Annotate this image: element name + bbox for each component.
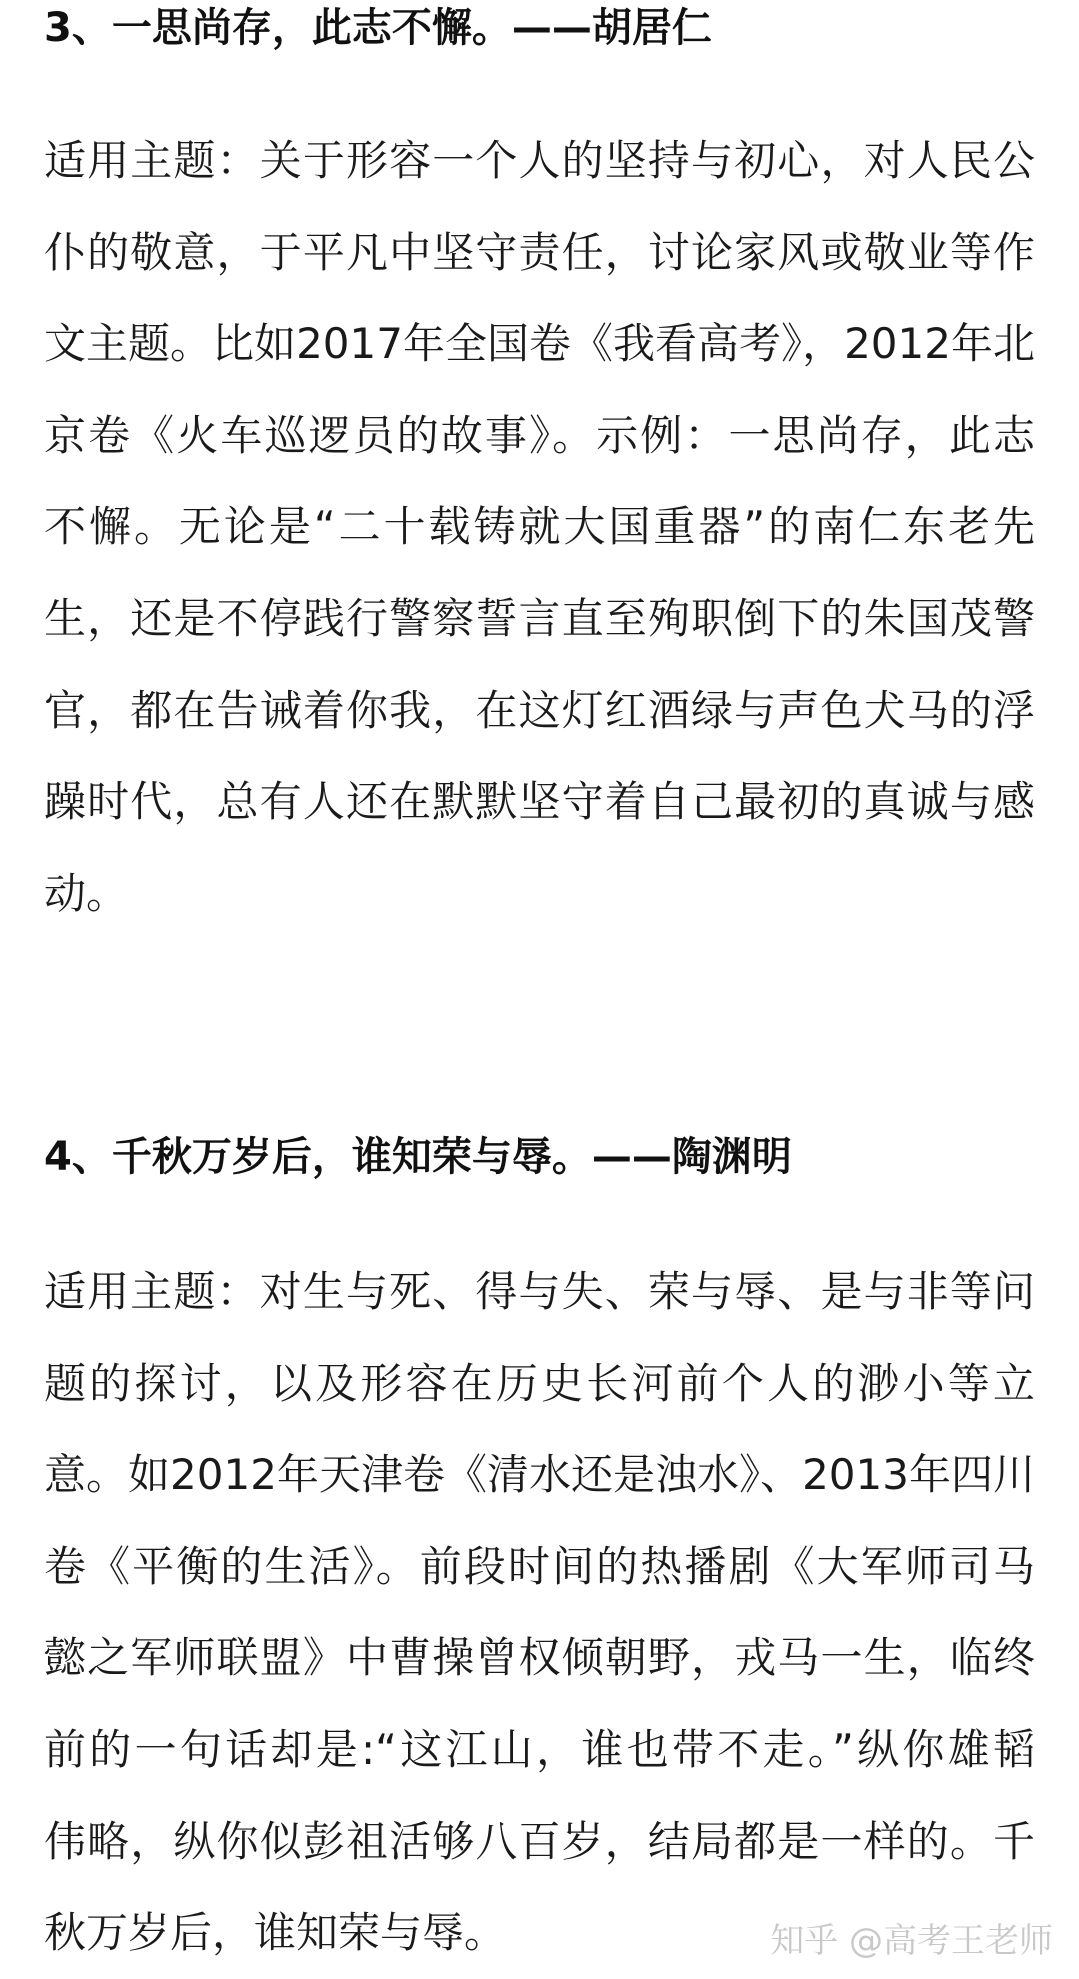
body-line: 意。如2012年天津卷《清水还是浊水》、2013年四川 (44, 1450, 1035, 1500)
section-3-title: 3、一思尚存，此志不懈。——胡居仁 (44, 5, 712, 51)
body-line: 不懈。无论是“二十载铸就大国重器”的南仁东老先 (44, 502, 1035, 552)
body-line: 懿之军师联盟》中曹操曾权倾朝野，戎马一生，临终 (44, 1633, 1035, 1683)
body-line: 动。 (44, 868, 129, 918)
zhihu-watermark: 知乎 @高考王老师 (770, 1921, 1053, 1961)
body-line: 官，都在告诫着你我，在这灯红酒绿与声色犬马的浮 (44, 685, 1035, 735)
body-line: 题的探讨，以及形容在历史长河前个人的渺小等立 (44, 1358, 1035, 1408)
section-3-body (44, 115, 1035, 939)
body-line: 文主题。比如2017年全国卷《我看高考》，2012年北 (44, 319, 1035, 369)
body-line: 京卷《火车巡逻员的故事》。示例：一思尚存，此志 (44, 410, 1035, 460)
body-line: 适用主题：对生与死、得与失、荣与辱、是与非等问 (44, 1267, 1035, 1316)
body-line: 适用主题：关于形容一个人的坚持与初心，对人民公 (44, 136, 1035, 185)
body-line: 前的一句话却是:“这江山，谁也带不走。”纵你雄韬 (44, 1724, 1035, 1774)
body-line: 伟略，纵你似彭祖活够八百岁，结局都是一样的。千 (44, 1816, 1035, 1866)
section-4-title: 4、千秋万岁后，谁知荣与辱。——陶渊明 (44, 1134, 792, 1180)
section-4-body (44, 1246, 1035, 1979)
body-line: 生，还是不停践行警察誓言直至殉职倒下的朱国茂警 (44, 593, 1035, 643)
body-line: 仆的敬意，于平凡中坚守责任，讨论家风或敬业等作 (44, 227, 1035, 277)
body-line: 躁时代，总有人还在默默坚守着自己最初的真诚与感 (44, 777, 1035, 827)
body-line: 秋万岁后，谁知荣与辱。 (44, 1908, 507, 1958)
body-line: 卷《平衡的生活》。前段时间的热播剧《大军师司马 (44, 1541, 1035, 1591)
